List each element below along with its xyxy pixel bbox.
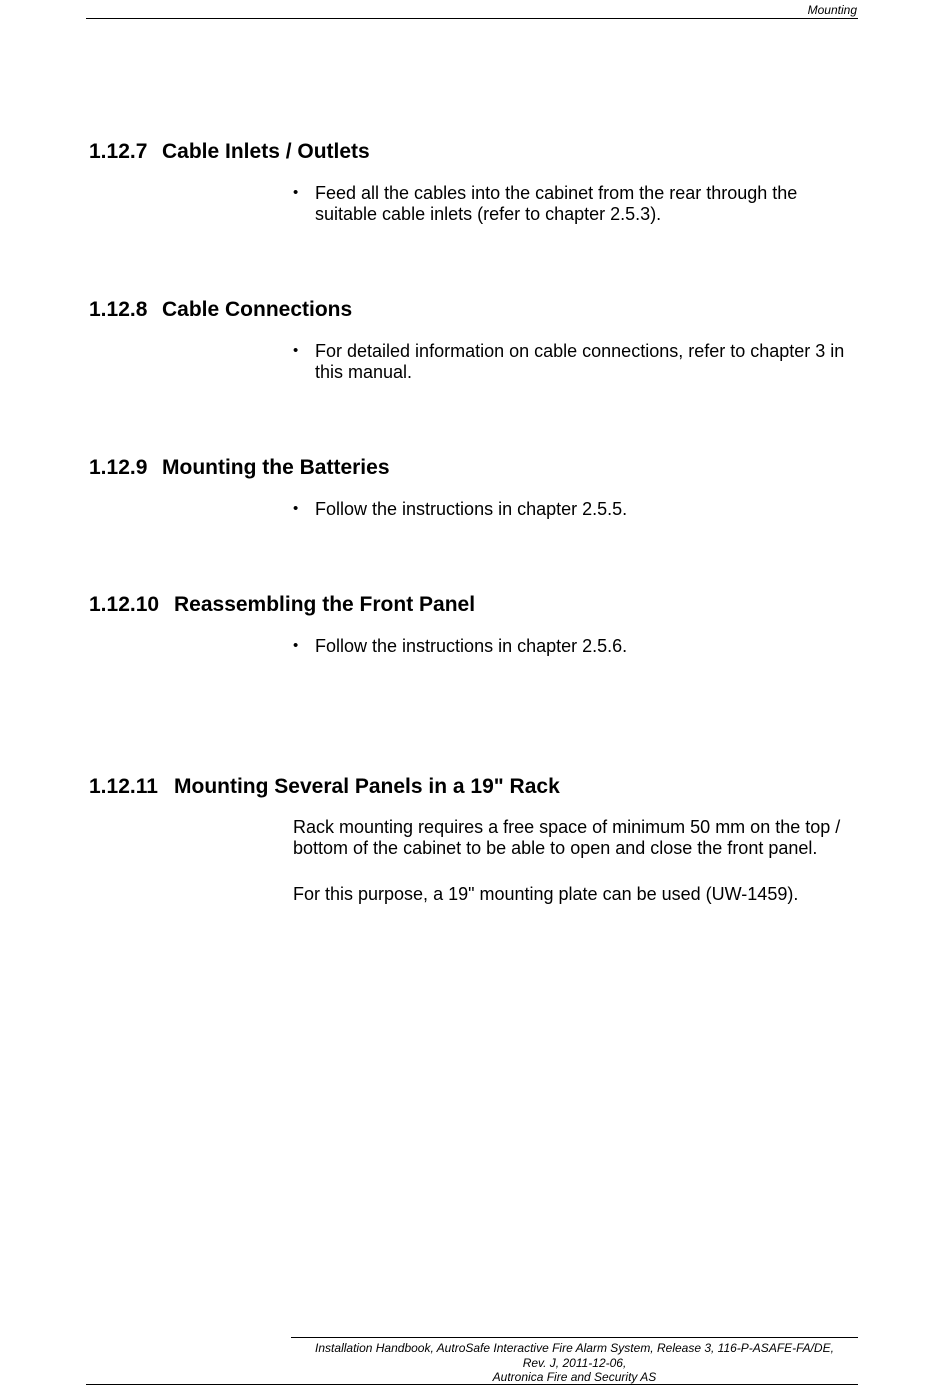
section-heading-1-12-8	[89, 298, 352, 322]
section-number: 1.12.8	[89, 298, 148, 321]
section-number: 1.12.9	[89, 456, 148, 479]
section-title: Mounting Several Panels in a 19" Rack	[174, 775, 560, 798]
bullet-item	[293, 499, 853, 520]
bullet-text: For detailed information on cable connections, refer to chapter 3 in this manual.	[315, 341, 845, 382]
bullet-item	[293, 636, 853, 657]
bullet-item	[293, 183, 853, 224]
footer-rule-bottom	[86, 1384, 858, 1385]
bullet-text: Follow the instructions in chapter 2.5.5.	[315, 499, 628, 519]
section-title: Cable Inlets / Outlets	[162, 140, 370, 163]
section-title: Mounting the Batteries	[162, 456, 390, 479]
bullet-icon: •	[293, 342, 299, 359]
bullet-text: Follow the instructions in chapter 2.5.6.	[315, 636, 628, 656]
footer-line: Rev. J, 2011-12-06,	[522, 1355, 627, 1370]
section-heading-1-12-7	[89, 140, 370, 164]
section-title: Reassembling the Front Panel	[174, 593, 476, 616]
bullet-item	[293, 341, 853, 382]
section-heading-1-12-11	[89, 775, 560, 799]
footer-line: Installation Handbook, AutroSafe Interactive Fire Alarm System, Release 3, 116-P-ASAFE-FA/DE,	[315, 1341, 834, 1355]
section-heading-1-12-9	[89, 456, 390, 480]
bullet-text: Feed all the cables into the cabinet from the rear through the suitable cable inlets (refer to chapter 2.5.3).	[315, 183, 798, 224]
bullet-icon: •	[293, 184, 299, 201]
footer-line: Autronica Fire and Security AS	[492, 1370, 657, 1384]
bullet-icon: •	[293, 637, 299, 654]
section-number: 1.12.11	[89, 775, 158, 798]
section-title: Cable Connections	[162, 298, 353, 321]
section-number: 1.12.7	[89, 140, 148, 163]
bullet-icon: •	[293, 500, 299, 517]
section-heading-1-12-10	[89, 593, 475, 617]
section-number: 1.12.10	[89, 593, 160, 616]
header-rule	[86, 18, 858, 19]
footer-rule-top	[291, 1337, 858, 1338]
body-paragraph: Rack mounting requires a free space of minimum 50 mm on the top / bottom of the cabinet to be able to open and close the front panel.	[293, 817, 841, 858]
footer-citation	[291, 1341, 858, 1385]
body-paragraph: For this purpose, a 19" mounting plate can be used (UW-1459).	[293, 884, 799, 904]
running-header-section: Mounting	[807, 3, 857, 17]
